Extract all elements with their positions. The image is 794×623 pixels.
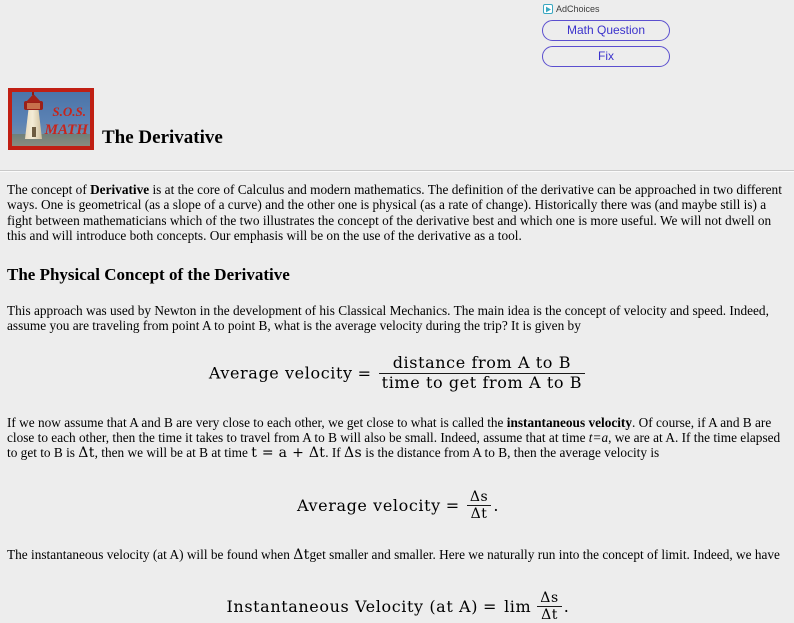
intro-paragraph	[7, 182, 789, 244]
paragraph-3	[7, 547, 789, 563]
equation1-fraction	[379, 354, 585, 392]
equation3-limit-operator: lim	[504, 596, 532, 616]
p2-text-6: is the distance from A to B, then the average velocity is	[361, 445, 660, 461]
paragraph-2	[7, 415, 789, 462]
adchoices-text: AdChoices	[556, 3, 600, 14]
intro-text-1: The concept of	[7, 182, 91, 197]
p2-text-4: , then we will be at B at time	[94, 445, 252, 461]
p3-math-delta-t: Δt	[293, 547, 310, 564]
equation3-numerator: Δs	[540, 589, 559, 606]
equation2-denominator: Δt	[467, 505, 492, 522]
article-body	[7, 182, 789, 623]
intro-bold-derivative: Derivative	[90, 182, 150, 197]
math-question-button[interactable]: Math Question	[542, 20, 670, 41]
equation3-equals: =	[483, 596, 498, 616]
p2-text-5: . If	[325, 445, 345, 461]
logo-sos-text: S.O.S.	[52, 104, 86, 119]
p3-text-1: The instantaneous velocity (at A) will be found when	[7, 547, 294, 563]
equation3-lhs: Instantaneous Velocity (at A)	[226, 596, 479, 616]
p2-italic-t-equals-a: t=a	[588, 429, 609, 445]
sos-math-logo[interactable]	[8, 88, 94, 150]
intro-text-2: is at the core of Calculus and modern mathematics. The definition of the derivative can be approached in two different ways. One is geometrical (as a slope of a curve) and the other one is physical (as a rate of change). Historically there was (and maybe still is) a fight between mathematicians which of the two illustrates the concept of the derivative best and which one is more useful. We will not dwell on this and will introduce both concepts. Our emphasis will be on the use of the derivative as a tool.	[7, 182, 782, 244]
p2-bold-instantaneous-velocity: instantaneous velocity	[506, 414, 633, 430]
equation3-denominator: Δt	[537, 606, 562, 623]
equation1-numerator: distance from A to B	[392, 353, 572, 373]
spacer	[7, 285, 789, 303]
p2-math-delta-t: Δt	[78, 445, 95, 462]
p2-text-2: . Of course, if A and B are close to each other, then the time it takes to travel from A to B will also be small. Indeed, assume that at time	[7, 414, 772, 445]
page-title: The Derivative	[102, 127, 223, 148]
ad-zone	[536, 3, 676, 67]
logo-lighthouse-finial	[32, 91, 34, 95]
p2-math-delta-s: Δs	[344, 445, 362, 462]
logo-math-text: MATH	[44, 122, 88, 138]
adchoices-triangle-icon[interactable]	[543, 4, 553, 14]
equation2-numerator: Δs	[469, 488, 489, 505]
equation-average-velocity-definition	[7, 354, 789, 392]
equation-instantaneous-velocity	[7, 590, 789, 623]
section-heading-physical-concept: The Physical Concept of the Derivative	[7, 264, 290, 284]
p3-text-2: get smaller and smaller. Here we naturally run into the concept of limit. Indeed, we have	[309, 547, 780, 563]
masthead	[8, 88, 223, 150]
p2-text-3: , we are at A. If the time elapsed to get to B is	[7, 429, 781, 461]
equation1-equals: =	[357, 363, 372, 383]
logo-lighthouse-roof	[26, 94, 41, 102]
equation2-fraction	[467, 489, 492, 522]
p2-text-1: If we now assume that A and B are very close to each other, we get close to what is called the	[7, 414, 507, 430]
logo-lighthouse-lamp-glass	[27, 103, 40, 109]
equation3-period: .	[563, 596, 570, 616]
fix-button[interactable]: Fix	[542, 46, 670, 67]
logo-lighthouse-door	[32, 127, 36, 137]
equation1-lhs: Average velocity	[208, 363, 353, 383]
equation2-equals: =	[445, 495, 460, 515]
p2-math-t-equals-a-plus-delta-t: t = a + Δt	[251, 445, 326, 462]
equation3-fraction	[537, 590, 562, 623]
equation1-denominator: time to get from A to B	[379, 373, 585, 393]
equation2-period: .	[493, 495, 499, 515]
equation2-lhs: Average velocity	[296, 495, 441, 515]
equation-average-velocity-delta	[7, 489, 789, 522]
section1-paragraph: This approach was used by Newton in the development of his Classical Mechanics. The main idea is the concept of velocity and speed. Indeed, assume you are traveling from point A to point B, what is the average velocity during the trip? It is given by	[7, 302, 769, 334]
adchoices-label-row[interactable]	[536, 3, 676, 15]
header-divider	[0, 170, 794, 172]
